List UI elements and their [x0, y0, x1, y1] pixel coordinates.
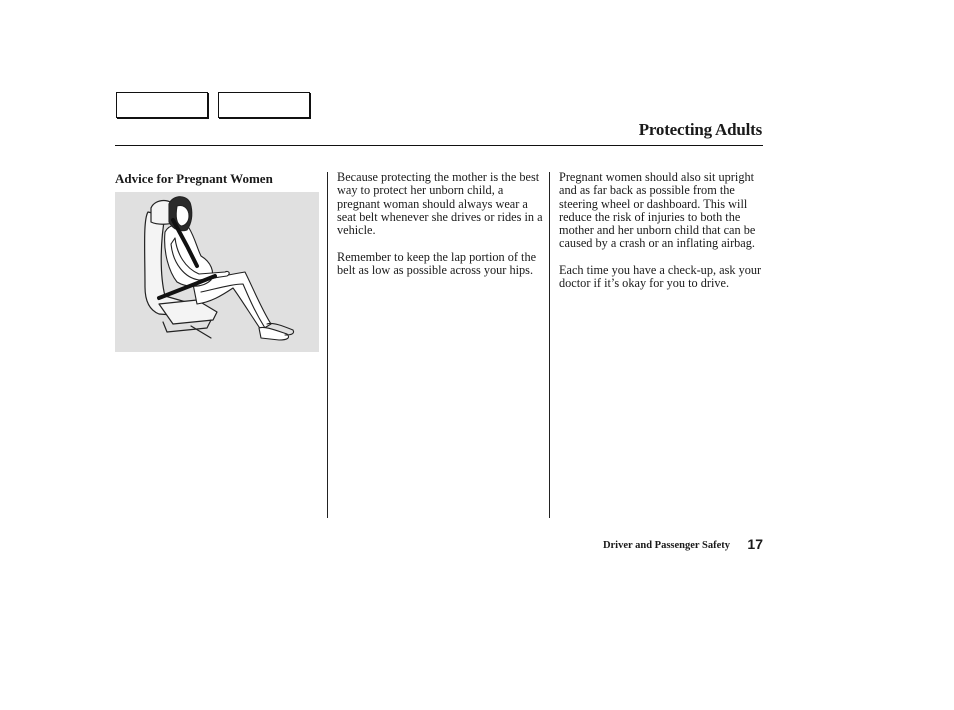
section-heading: Advice for Pregnant Women: [115, 171, 273, 186]
paragraph: Each time you have a check-up, ask your doctor if it’s okay for you to drive.: [559, 263, 762, 291]
pregnant-woman-icon: [115, 192, 319, 352]
paragraph: Remember to keep the lap portion of the belt as low as possible across your hips.: [337, 249, 537, 278]
title-divider: [115, 145, 763, 146]
footer-section-name: Driver and Passenger Safety: [602, 540, 730, 551]
paragraph: Pregnant women should also sit upright and as far back as possible from the steering wheel or dashboard. This will reduce the risk of injuries to both the mother and her unborn child that can be caused by a crash or an inflating airbag.: [559, 170, 756, 251]
column-divider-1: [327, 172, 328, 518]
page-title: Protecting Adults: [638, 120, 762, 139]
column-divider-2: [549, 172, 550, 518]
paragraph: Because protecting the mother is the best way to protect her unborn child, a pregnant woman should always wear a seat belt whenever she drives or rides in a vehicle.: [337, 170, 543, 238]
text-column-1: [337, 171, 543, 291]
page-number: 17: [747, 536, 763, 552]
nav-tab-main-menu[interactable]: [116, 92, 208, 118]
text-column-2: [559, 171, 765, 304]
nav-tab-index[interactable]: [218, 92, 310, 118]
pregnant-woman-seatbelt-illustration: [115, 192, 319, 352]
